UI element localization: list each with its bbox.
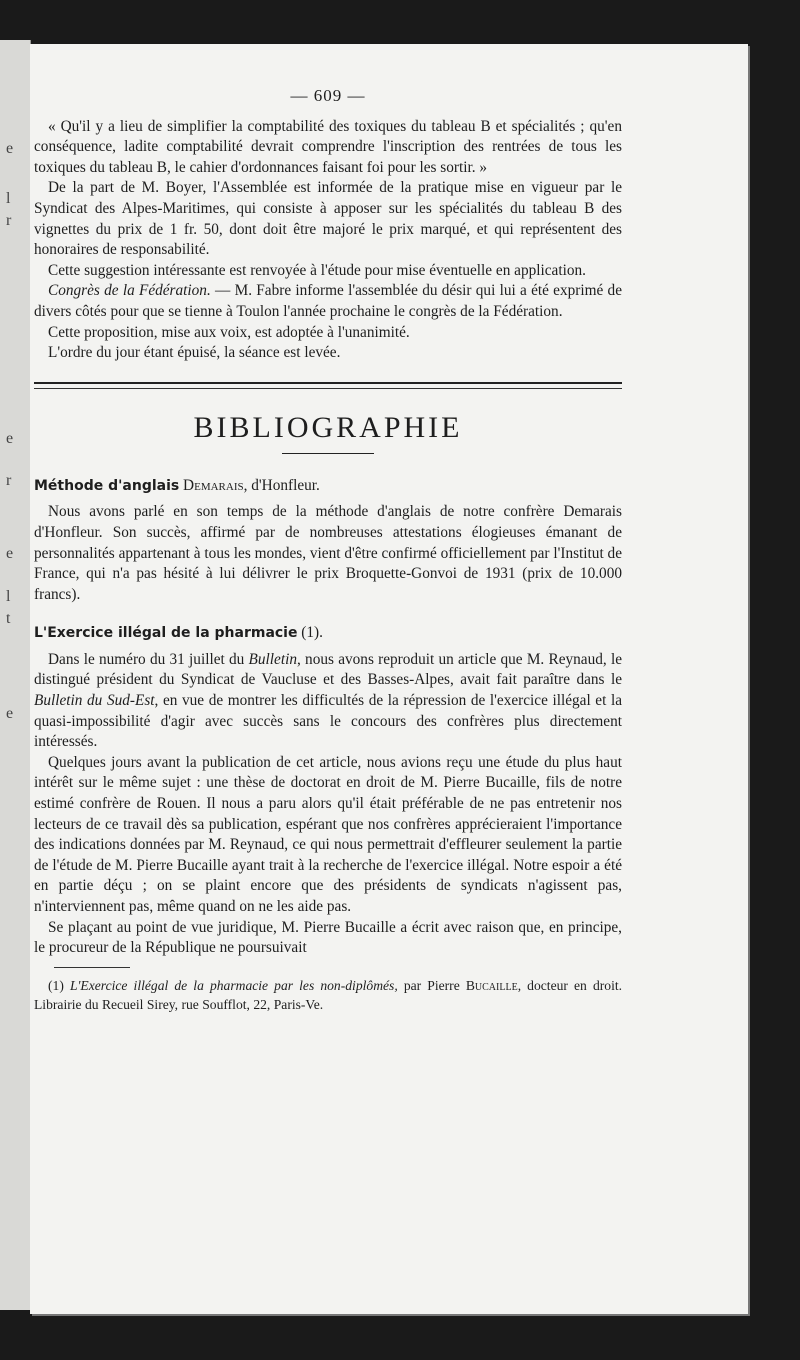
facing-page-edge	[0, 40, 31, 1310]
entry-heading-methode	[34, 476, 622, 497]
margin-glyph: e	[6, 430, 14, 447]
section-divider	[34, 382, 622, 389]
margin-glyph: e	[6, 705, 14, 722]
footnote-rule	[54, 967, 130, 968]
congres-heading: Congrès de la Fédération.	[48, 282, 211, 300]
journal-title: Bulletin	[248, 650, 297, 668]
entry-body: Se plaçant au point de vue juridique, M. Pierre Bucaille a écrit avec raison que, en principe, le procureur de la République ne poursuivait	[34, 918, 622, 957]
document-page	[30, 44, 748, 1314]
congres-text: — M. Fabre informe l'assemblée du désir qui lui a été exprimé de divers côtés pour que se tienne à Toulon l'année prochaine le congrès de la Fédération.	[34, 282, 622, 320]
journal-title: Bulletin du Sud-Est	[34, 692, 155, 710]
body-paragraph: De la part de M. Boyer, l'Assemblée est informée de la pratique mise en vigueur par le Syndicat des Alpes-Maritimes, qui consiste à apposer sur les spécialités du tableau B des vignettes du prix de 1 fr. 50, dont doit être majoré le prix marqué, et qui représentent des honoraires de responsabilité.	[34, 179, 622, 259]
body-paragraph: Cette suggestion intéressante est renvoyée à l'étude pour mise éventuelle en application.	[48, 261, 586, 279]
page-number: — 609 —	[290, 86, 366, 105]
entry-body: Quelques jours avant la publication de cet article, nous avions reçu une étude du plus haut intérêt sur le même sujet : une thèse de doctorat en droit de M. Pierre Bucaille, fils de notre estimé confrère de Rouen. Il nous a paru alors qu'il était préférable de ne pas entretenir nos lecteurs de ce travail dès sa publication, espérant que nos confrères apprécieraient l'importance des indications données par M. Reynaud, ce qui nous permettrait d'effleurer seulement la partie de l'étude de M. Pierre Bucaille ayant trait à la recherche de l'exercice illégal. Notre espoir a été en partie déçu ; on se plaint encore que des présidents de syndicats n'agissent pas, n'interviennent pas, même quand on ne les aide pas.	[34, 753, 622, 915]
entry-body	[34, 650, 622, 753]
footnote-author: Bucaille	[465, 977, 518, 993]
footnote-marker: (1)	[48, 977, 70, 993]
page-content	[34, 86, 622, 1014]
entry-heading-suffix: (1).	[297, 624, 323, 642]
entry-heading: Méthode d'anglais	[34, 477, 180, 494]
entry-heading-exercice	[34, 623, 622, 644]
margin-glyph: l	[6, 588, 11, 605]
margin-glyph: r	[6, 472, 12, 489]
margin-glyph: r	[6, 212, 12, 229]
entry-heading: L'Exercice illégal de la pharmacie	[34, 625, 298, 642]
entry-author: Demarais	[183, 476, 244, 494]
margin-glyph: e	[6, 140, 14, 157]
text-run: , en vue de montrer les difficultés de la répression de l'exercice illégal et la quasi-impossibilité d'agir avec succès sans le concours des confrères plus directement intéressés.	[34, 692, 622, 751]
quote-paragraph: « Qu'il y a lieu de simplifier la comptabilité des toxiques du tableau B et spécialités ; qu'en conséquence, ladite comptabilité devrait comprendre l'inscription des rentrées de tous les toxiques du tableau B, le cahier d'ordonnances faisant foi pour les sortir. »	[34, 117, 622, 176]
text-run: , docteur en droit. Librairie du Recueil Sirey, rue Soufflot, 22, Paris-Ve.	[34, 977, 623, 1012]
section-title: BIBLIOGRAPHIE	[193, 410, 463, 444]
text-run: , nous avons reproduit un article que M. Reynaud, le distingué président du Syndicat de Vaucluse et des Basses-Alpes, avait fait paraître dans le	[34, 650, 622, 689]
margin-glyph: t	[6, 610, 11, 627]
entry-body: Nous avons parlé en son temps de la méthode d'anglais de notre confrère Demarais d'Honfleur. Son succès, affirmé par de nombreuses attestations élogieuses émanant de personnalités appartenant à tous les mondes, vient d'être confirmé officiellement par l'Institut de France, qui n'a pas hésité à lui délivrer le prix Broquette-Gonvoi de 1931 (prix de 10.000 francs).	[34, 503, 622, 603]
entry-author-suffix: , d'Honfleur.	[243, 476, 320, 494]
body-paragraph: Cette proposition, mise aux voix, est adoptée à l'unanimité.	[48, 323, 410, 341]
body-paragraph: L'ordre du jour étant épuisé, la séance est levée.	[48, 344, 341, 362]
margin-glyph: e	[6, 545, 14, 562]
title-underline	[282, 453, 374, 454]
text-run: par Pierre	[397, 977, 466, 993]
text-run: Dans le numéro du 31 juillet du	[48, 650, 249, 668]
margin-glyph: l	[6, 190, 11, 207]
footnote	[34, 976, 622, 1014]
congres-paragraph	[34, 281, 622, 322]
footnote-title: L'Exercice illégal de la pharmacie par les non-diplômés,	[69, 977, 398, 993]
